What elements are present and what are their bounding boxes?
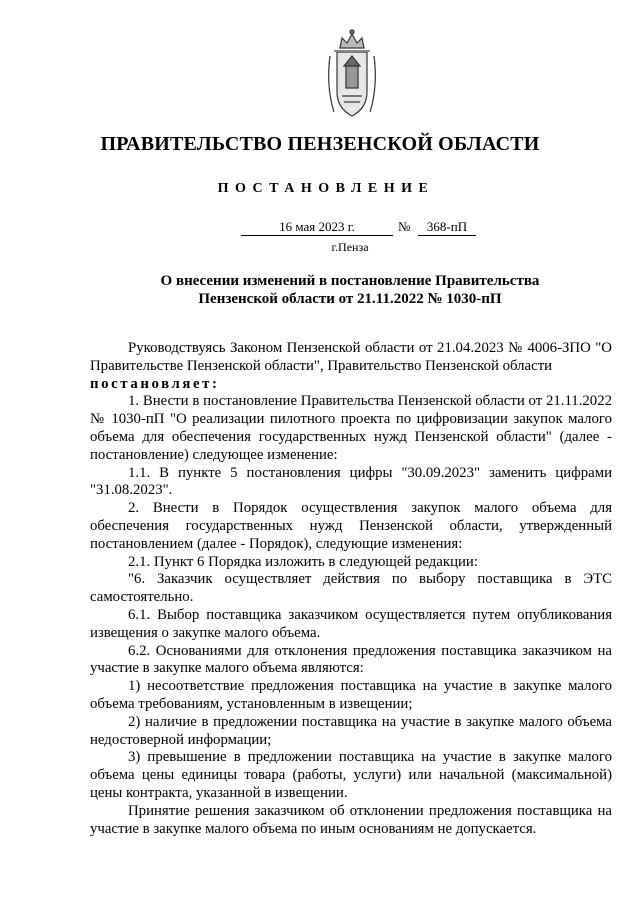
document-type: ПОСТАНОВЛЕНИЕ	[217, 181, 435, 196]
paragraph: 2. Внести в Порядок осуществления закупок малого объема для обеспечения государственных нужд Пензенской области, утвержденный постановлением (далее - Порядок), следующие изменения:	[90, 500, 612, 552]
paragraph: "6. Заказчик осуществляет действия по выбору поставщика в ЭТС самостоятельно.	[90, 571, 612, 606]
government-title: ПРАВИТЕЛЬСТВО ПЕНЗЕНСКОЙ ОБЛАСТИ	[100, 133, 540, 155]
number-sign: №	[398, 219, 411, 234]
document-body	[90, 340, 612, 838]
document-number: 368-пП	[418, 219, 476, 236]
penza-coat-of-arms-icon	[324, 26, 380, 122]
decree-word: постановляет:	[90, 375, 220, 392]
city: г.Пенза	[331, 240, 369, 254]
paragraph: 1. Внести в постановление Правительства Пензенской области от 21.11.2022 № 1030-пП "О реализации пилотного проекта по цифровизации закупок малого объема для обеспечения государственных нужд Пензенской области" (далее - постановление) следующее изменение:	[90, 393, 612, 463]
document-subject	[0, 272, 640, 308]
paragraph: 6.2. Основаниями для отклонения предложения поставщика заказчиком на участие в закупке малого объема являются:	[90, 642, 612, 677]
paragraph	[90, 376, 612, 394]
paragraph: 1.1. В пункте 5 постановления цифры "30.09.2023" заменить цифрами "31.08.2023".	[90, 464, 612, 499]
paragraph: 3) превышение в предложении поставщика на участие в закупке малого объема цены единицы товара (работы, услуги) или начальной (максимальной) цены контракта, указанной в извещении.	[90, 749, 612, 801]
paragraph: 2.1. Пункт 6 Порядка изложить в следующей редакции:	[128, 553, 478, 570]
paragraph: 1) несоответствие предложения поставщика на участие в закупке малого объема требованиям, установленным в извещении;	[90, 678, 612, 712]
subject-line-2: Пензенской области от 21.11.2022 № 1030-пП	[198, 291, 502, 307]
paragraph: 2) наличие в предложении поставщика на участие в закупке малого объема недостоверной информации;	[90, 713, 612, 748]
subject-line-1: О внесении изменений в постановление Правительства	[160, 273, 540, 289]
paragraph	[90, 340, 612, 376]
paragraph: Принятие решения заказчиком об отклонении предложения поставщика на участие в закупке малого объема по иным основаниям не допускается.	[90, 802, 612, 837]
paragraph: 6.1. Выбор поставщика заказчиком осуществляется путем опубликования извещения о закупке малого объема.	[90, 606, 612, 641]
document-date: 16 мая 2023 г.	[241, 219, 393, 236]
preamble-text: Руководствуясь Законом Пензенской области от 21.04.2023 № 4006-ЗПО "О Правительстве Пензенской области", Правительство Пензенской области	[90, 340, 612, 374]
